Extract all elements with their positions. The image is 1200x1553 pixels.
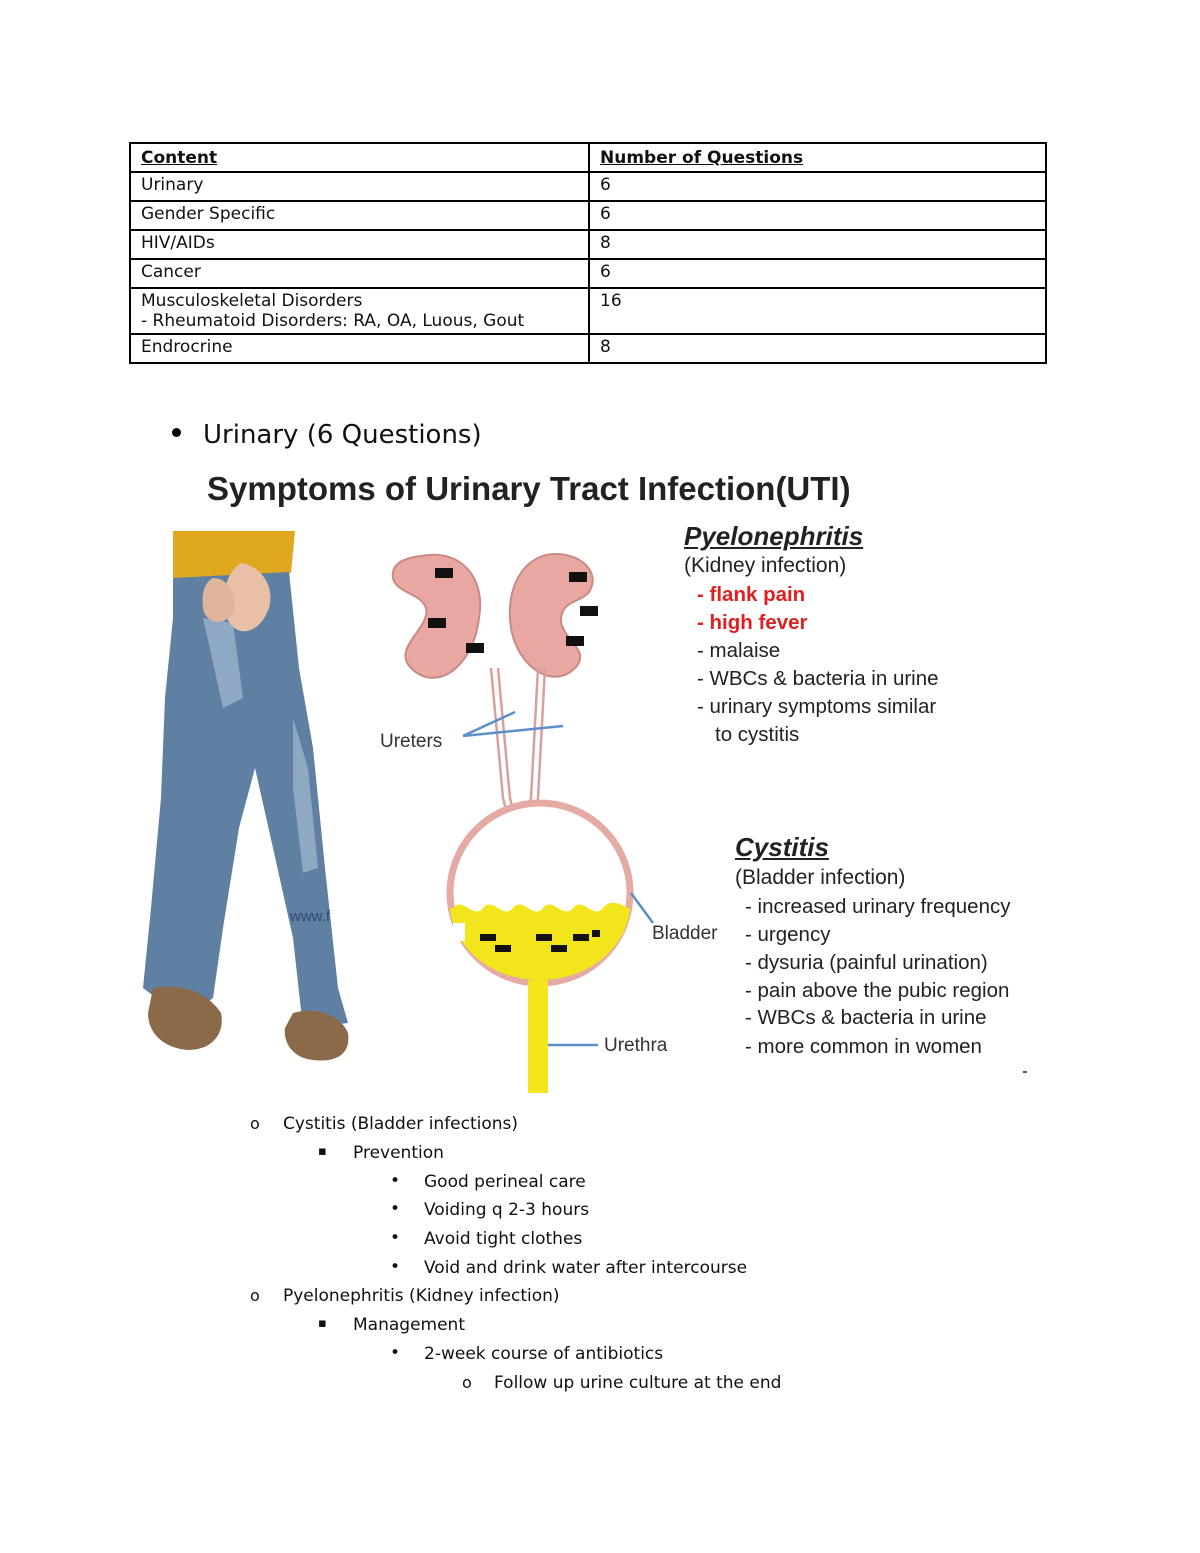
outline-prevention-item: Avoid tight clothes	[424, 1229, 583, 1249]
table-row	[130, 172, 1046, 201]
bullet-icon	[172, 428, 181, 437]
cystitis-symptom: - more common in women	[745, 1035, 982, 1058]
label-bladder: Bladder	[652, 923, 718, 944]
table-row	[130, 201, 1046, 230]
figure-title: Symptoms of Urinary Tract Infection(UTI)	[207, 470, 851, 507]
table-cell-content-line2: - Rheumatoid Disorders: RA, OA, Luous, Gout	[141, 311, 525, 331]
table-header-count: Number of Questions	[589, 143, 1046, 172]
table-cell-content: Gender Specific	[130, 201, 589, 230]
table-cell-count: 6	[589, 172, 1046, 201]
table-cell-content-line1: Musculoskeletal Disorders	[141, 291, 363, 311]
table-row	[130, 230, 1046, 259]
table-cell-content: Cancer	[130, 259, 589, 288]
level3-marker: •	[390, 1199, 401, 1219]
table-cell-count: 8	[589, 334, 1046, 363]
cystitis-symptom: - urgency	[745, 923, 831, 946]
pyelonephritis-heading: Pyelonephritis	[684, 521, 864, 551]
outline-prevention: Prevention	[353, 1143, 444, 1163]
table-cell-count: 8	[589, 230, 1046, 259]
bladder	[450, 803, 630, 1093]
level3-marker: •	[390, 1257, 401, 1277]
pyelo-symptom: - WBCs & bacteria in urine	[697, 667, 939, 690]
ureters	[491, 668, 545, 818]
level3-marker: •	[390, 1228, 401, 1248]
level1-marker: o	[250, 1286, 260, 1305]
cystitis-symptom: - WBCs & bacteria in urine	[745, 1006, 987, 1029]
pyelo-symptom-high-fever: - high fever	[697, 611, 808, 634]
table-cell-content	[130, 288, 589, 334]
uti-figure	[143, 468, 1055, 1093]
level3-marker: •	[390, 1171, 401, 1191]
level2-marker: ▪	[318, 1144, 327, 1159]
cystitis-symptom: - increased urinary frequency	[745, 895, 1011, 918]
table-header-content: Content	[130, 143, 589, 172]
section-heading-text: Urinary (6 Questions)	[203, 420, 482, 450]
pyelo-symptom-flank-pain: - flank pain	[697, 583, 806, 606]
question-distribution-table	[129, 142, 1047, 364]
section-heading	[172, 420, 482, 450]
table-cell-content: Endrocrine	[130, 334, 589, 363]
label-watermark: www.f	[290, 908, 331, 925]
outline-prevention-item: Voiding q 2-3 hours	[424, 1200, 590, 1220]
cystitis-symptom: - pain above the pubic region	[745, 979, 1010, 1002]
outline-prevention-item: Void and drink water after intercourse	[424, 1258, 748, 1278]
label-ureters: Ureters	[380, 731, 443, 752]
pyelo-symptom: - urinary symptoms similar	[697, 695, 937, 718]
label-urethra: Urethra	[604, 1035, 668, 1056]
table-cell-content: Urinary	[130, 172, 589, 201]
pyelo-symptom: to cystitis	[715, 723, 800, 746]
outline-management-item: 2-week course of antibiotics	[424, 1344, 664, 1364]
table-cell-count: 16	[589, 288, 1046, 334]
cystitis-heading: Cystitis	[735, 832, 829, 862]
table-cell-count: 6	[589, 201, 1046, 230]
outline-cystitis: Cystitis (Bladder infections)	[283, 1114, 519, 1134]
table-cell-content: HIV/AIDs	[130, 230, 589, 259]
kidneys	[393, 554, 598, 678]
level1-marker: o	[250, 1114, 260, 1133]
outline-prevention-item: Good perineal care	[424, 1172, 586, 1192]
cystitis-subtitle: (Bladder infection)	[735, 866, 906, 889]
cystitis-symptom: - dysuria (painful urination)	[745, 951, 988, 974]
table-cell-count: 6	[589, 259, 1046, 288]
table-row	[130, 288, 1046, 334]
outline-pyelonephritis: Pyelonephritis (Kidney infection)	[283, 1286, 560, 1306]
outline-followup: Follow up urine culture at the end	[494, 1373, 782, 1393]
pyelonephritis-subtitle: (Kidney infection)	[684, 554, 847, 577]
person-illustration	[143, 531, 348, 1061]
level2-marker: ▪	[318, 1316, 327, 1331]
table-header-row	[130, 143, 1046, 172]
level4-marker: o	[462, 1373, 472, 1392]
table-row	[130, 334, 1046, 363]
level3-marker: •	[390, 1343, 401, 1363]
outline-management: Management	[353, 1315, 465, 1335]
table-row	[130, 259, 1046, 288]
pyelo-symptom: - malaise	[697, 639, 781, 662]
